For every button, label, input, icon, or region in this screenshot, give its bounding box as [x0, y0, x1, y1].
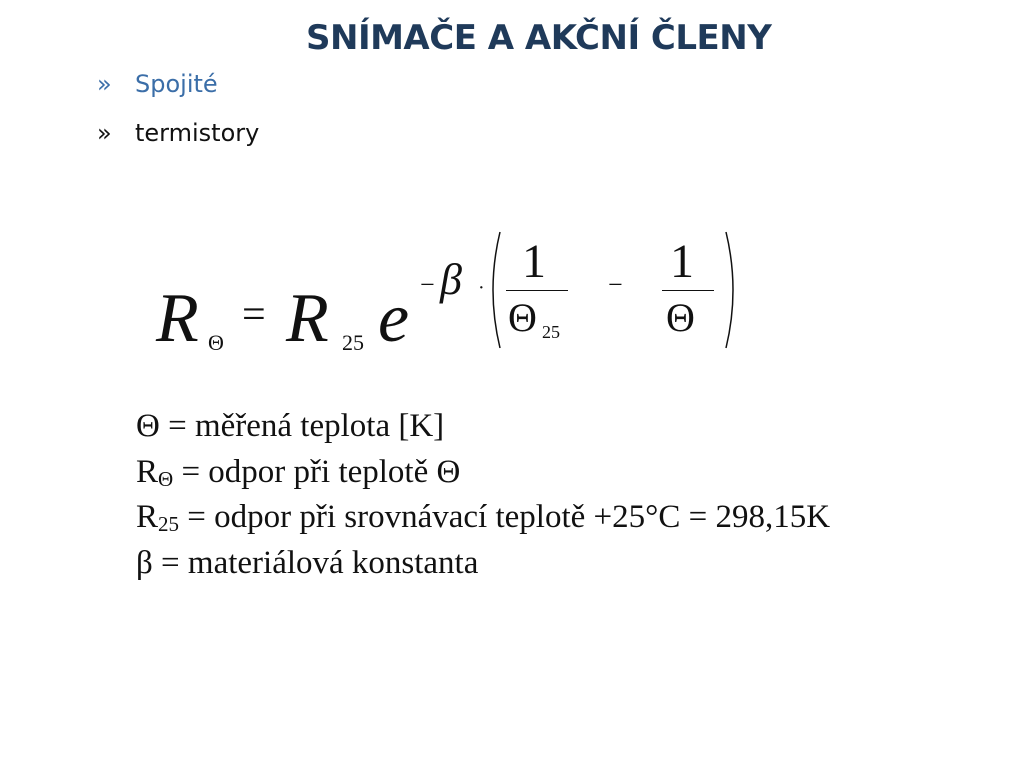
left-paren-icon: [484, 230, 504, 350]
bullet-mark: »: [97, 70, 112, 98]
bullet-mark: »: [97, 119, 112, 147]
bullet-label: termistory: [135, 119, 260, 147]
fraction1-numerator: 1: [522, 235, 546, 288]
bullet-label: Spojité: [135, 70, 218, 98]
bullet-termistory: [97, 119, 259, 147]
definition-theta: Θ = měřená teplota [K]: [136, 408, 445, 444]
definition-text: = odpor při srovnávací teplotě +25°C = 298,15K: [179, 499, 831, 535]
fraction1-denominator: Θ: [508, 295, 537, 340]
definitions-list: [136, 404, 830, 586]
formula-minus2: −: [608, 270, 623, 299]
fraction2-denominator: Θ: [666, 295, 695, 340]
definition-subscript: Θ: [158, 466, 174, 491]
right-paren-icon: [722, 230, 742, 350]
formula-minus: −: [420, 270, 435, 299]
formula-25-subscript: 25: [342, 330, 364, 355]
thermistor-formula: [150, 228, 750, 358]
fraction1-denominator-subscript: 25: [542, 322, 560, 342]
formula-equals: =: [242, 292, 266, 338]
definition-text: = odpor při teplotě Θ: [173, 453, 461, 490]
definition-symbol: R: [136, 499, 159, 535]
fraction2-numerator: 1: [670, 235, 694, 288]
definition-beta: β = materiálová konstanta: [136, 544, 479, 581]
bullet-spojite: [97, 70, 218, 98]
slide-title: SNÍMAČE A AKČNÍ ČLENY: [306, 18, 772, 58]
definition-symbol: R: [136, 453, 159, 490]
formula-r-theta: R: [156, 280, 199, 357]
definition-subscript: 25: [158, 512, 180, 536]
formula-theta-subscript: Θ: [208, 330, 224, 355]
formula-beta: β: [440, 255, 462, 304]
definition-r25: [136, 495, 830, 541]
formula-r25: R: [286, 280, 329, 357]
formula-dot: ·: [478, 277, 485, 299]
definition-r-theta: [136, 450, 830, 496]
formula-e: e: [378, 280, 410, 357]
fraction2-bar: [662, 290, 714, 291]
fraction1-bar: [506, 290, 568, 291]
